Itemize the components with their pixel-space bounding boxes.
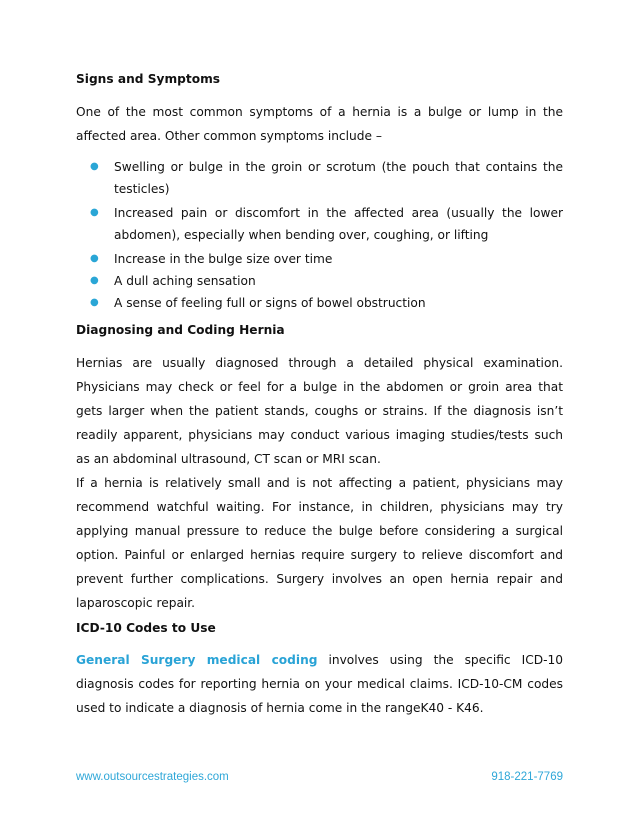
list-item-text: A sense of feeling full or signs of bowel obstruction — [114, 296, 426, 310]
list-item — [76, 248, 563, 270]
list-item-text: Swelling or bulge in the groin or scrotum (the pouch that contains the testicles) — [114, 160, 563, 196]
footer-phone: 918-221-7769 — [491, 771, 563, 783]
page-footer — [76, 771, 563, 787]
general-surgery-coding-link[interactable]: General Surgery medical coding — [76, 653, 318, 667]
symptoms-list — [76, 156, 563, 314]
heading-icd-10-codes: ICD-10 Codes to Use — [76, 621, 216, 635]
diagnosis-paragraph: Hernias are usually diagnosed through a detailed physical examination. Physicians may check or feel for a bulge in the abdomen or groin area that gets larger when the patient stands, coughs or strains. If the diagnosis isn’t readily apparent, physicians may conduct various imaging studies/tests such as an abdominal ultrasound, CT scan or MRI scan. — [76, 356, 563, 466]
bullet-dot-icon: ● — [90, 207, 99, 218]
bullet-dot-icon: ● — [90, 253, 99, 264]
list-item-text: A dull aching sensation — [114, 274, 256, 288]
bullet-dot-icon: ● — [90, 161, 99, 172]
heading-diagnosing-and-coding: Diagnosing and Coding Hernia — [76, 323, 285, 337]
list-item-text: Increased pain or discomfort in the affected area (usually the lower abdomen), especially when bending over, coughing, or lifting — [114, 206, 563, 242]
heading-signs-and-symptoms: Signs and Symptoms — [76, 72, 221, 86]
list-item-text: Increase in the bulge size over time — [114, 252, 333, 266]
intro-paragraph: One of the most common symptoms of a hernia is a bulge or lump in the affected area. Other common symptoms include – — [76, 105, 563, 143]
list-item — [76, 202, 563, 246]
bullet-dot-icon: ● — [90, 297, 99, 308]
list-item — [76, 156, 563, 200]
list-item — [76, 292, 563, 314]
footer-website-link[interactable]: www.outsourcestrategies.com — [76, 771, 229, 783]
icd-paragraph-text: involves using the specific ICD-10 diagnosis codes for reporting hernia on your medical claims. ICD-10-CM codes used to indicate a diagnosis of hernia come in the rangeK40 - K46. — [76, 653, 563, 715]
icd-paragraph — [76, 648, 563, 720]
bullet-dot-icon: ● — [90, 275, 99, 286]
treatment-paragraph: If a hernia is relatively small and is not affecting a patient, physicians may recommend watchful waiting. For instance, in children, physicians may try applying manual pressure to reduce the bulge before considering a surgical option. Painful or enlarged hernias require surgery to relieve discomfort and prevent further complications. Surgery involves an open hernia repair and laparoscopic repair. — [76, 476, 563, 610]
list-item — [76, 270, 563, 292]
